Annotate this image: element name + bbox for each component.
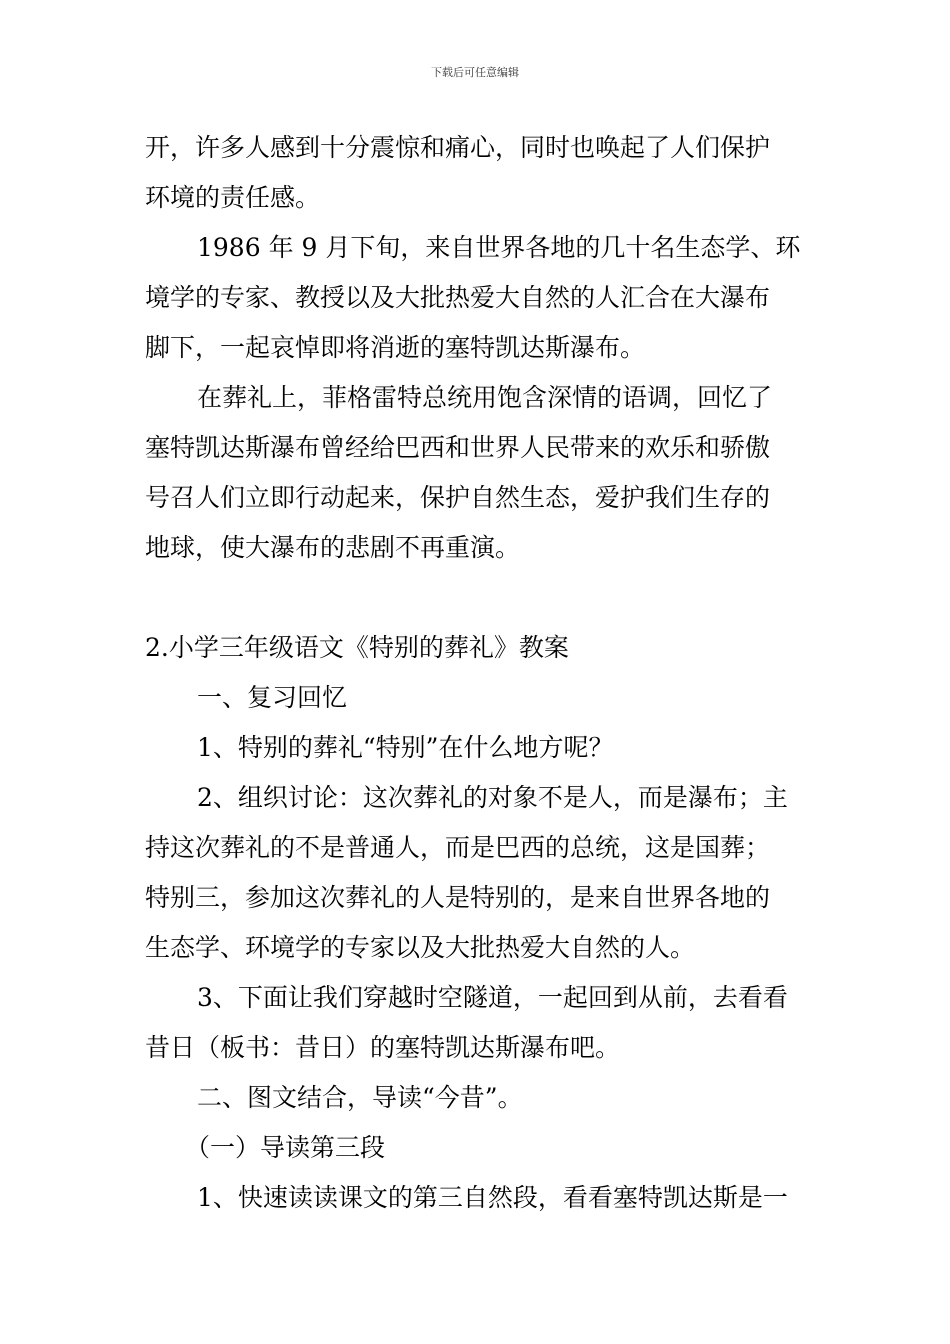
- paragraph-line: 持这次葬礼的不是普通人，而是巴西的总统，这是国葬；: [145, 833, 771, 862]
- document-body: [145, 128, 810, 1228]
- paragraph-line: 号召人们立即行动起来，保护自然生态，爱护我们生存的: [145, 483, 771, 512]
- paragraph-line: 地球，使大瀑布的悲剧不再重演。: [145, 533, 521, 562]
- paragraph-line: 2、组织讨论：这次葬礼的对象不是人，而是瀑布；主: [197, 783, 788, 812]
- paragraph-line: 1、特别的葬礼“特别”在什么地方呢？: [197, 733, 614, 762]
- paragraph-line: 3、下面让我们穿越时空隧道，一起回到从前，去看看: [197, 983, 788, 1012]
- heading-line: 一、复习回忆: [197, 683, 348, 712]
- page-header: 下载后可任意编辑: [431, 66, 519, 79]
- heading-line: 二、图文结合，导读“今昔”。: [197, 1083, 523, 1112]
- section-gap: [145, 578, 810, 628]
- paragraph-line: 塞特凯达斯瀑布曾经给巴西和世界人民带来的欢乐和骄傲: [145, 433, 771, 462]
- section-title: 2.小学三年级语文《特别的葬礼》教案: [145, 633, 569, 662]
- paragraph-line: 昔日（板书：昔日）的塞特凯达斯瀑布吧。: [145, 1033, 621, 1062]
- paragraph-line: 环境的责任感。: [145, 183, 321, 212]
- subheading-line: （一）导读第三段: [185, 1133, 386, 1162]
- paragraph-line: 境学的专家、教授以及大批热爱大自然的人汇合在大瀑布: [145, 283, 771, 312]
- paragraph-line: 脚下，一起哀悼即将消逝的塞特凯达斯瀑布。: [145, 333, 646, 362]
- paragraph-line: 开，许多人感到十分震惊和痛心，同时也唤起了人们保护: [145, 133, 771, 162]
- paragraph-line: 1986 年 9 月下旬，来自世界各地的几十名生态学、环: [197, 233, 801, 262]
- paragraph-line: 生态学、环境学的专家以及大批热爱大自然的人。: [145, 933, 696, 962]
- paragraph-line: 1、快速读读课文的第三自然段，看看塞特凯达斯是一: [197, 1183, 788, 1212]
- paragraph-line: 特别三，参加这次葬礼的人是特别的，是来自世界各地的: [145, 883, 771, 912]
- paragraph-line: 在葬礼上，菲格雷特总统用饱含深情的语调，回忆了: [197, 383, 773, 412]
